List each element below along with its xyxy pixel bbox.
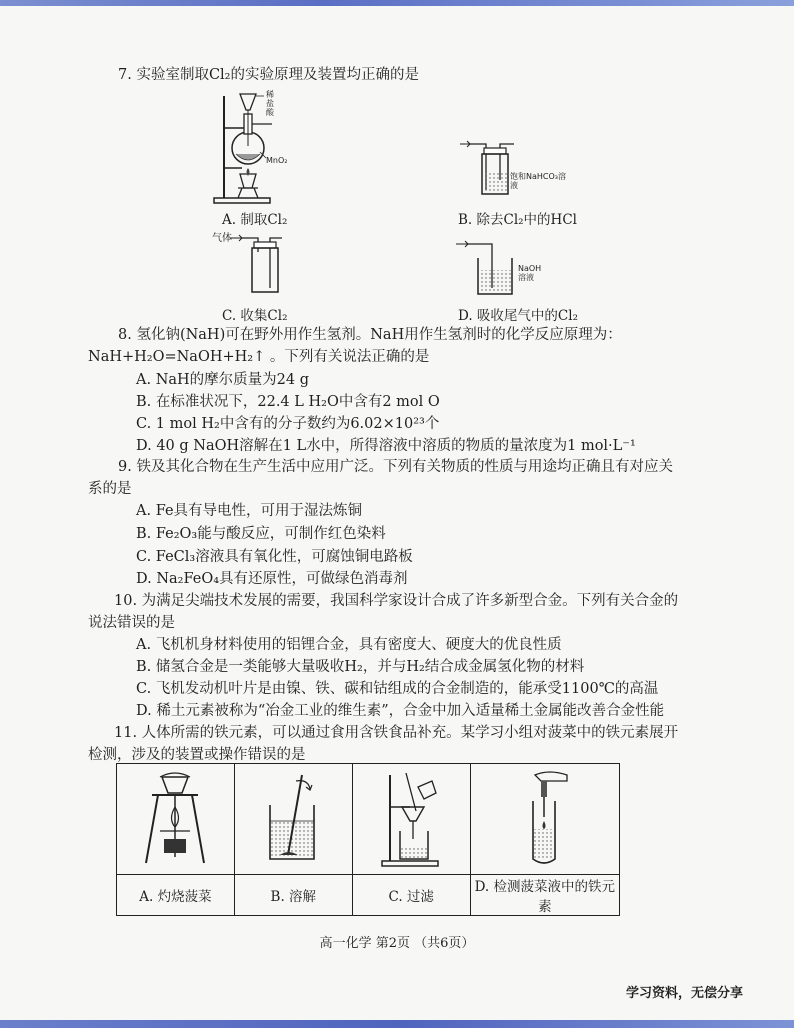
filtration-stand-icon	[376, 767, 446, 867]
q11-stem-line1: 11. 人体所需的铁元素，可以通过食用含铁食品补充。某学习小组对菠菜中的铁元素展开	[114, 725, 679, 741]
q10-option-c: C. 飞机发动机叶片是由镍、铁、碳和钴组成的合金制造的，能承受1100℃的高温	[136, 681, 659, 697]
q9-option-c: C. FeCl₃溶液具有氧化性，可腐蚀铜电路板	[136, 549, 413, 565]
q7-apparatus-d	[456, 240, 522, 298]
q9-stem-line1: 9. 铁及其化合物在生产生活中应用广泛。下列有关物质的性质与用途均正确且有对应关	[118, 459, 673, 475]
q10-stem-line2: 说法错误的是	[88, 615, 175, 631]
bottom-edge-bar	[0, 1020, 794, 1028]
q7-apparatus-c	[230, 232, 296, 296]
q10-stem-line1: 10. 为满足尖端技术发展的需要，我国科学家设计合成了许多新型合金。下列有关合金的	[114, 593, 679, 609]
beaker-stirring-icon	[258, 769, 328, 865]
q7-label-nahco3: 饱和NaHCO₃溶液	[510, 172, 566, 190]
tripod-burning-icon	[140, 767, 210, 867]
q7-stem: 7. 实验室制取Cl₂的实验原理及装置均正确的是	[118, 67, 419, 83]
q8-option-c: C. 1 mol H₂中含有的分子数约为6.02×10²³个	[136, 416, 440, 432]
q7-label-dilute-hcl: 稀盐酸	[266, 90, 274, 117]
q8-stem-line2: NaH+H₂O=NaOH+H₂↑ 。下列有关说法正确的是	[88, 349, 430, 365]
page-footer: 高一化学 第2页 （共6页）	[319, 936, 475, 951]
q11-stem-line2: 检测，涉及的装置或操作错误的是	[88, 747, 306, 763]
q10-option-b: B. 储氢合金是一类能够大量吸收H₂，并与H₂结合成金属氢化物的材料	[136, 659, 585, 675]
q9-option-b: B. Fe₂O₃能与酸反应，可制作红色染料	[136, 526, 386, 542]
share-note: 学习资料，无偿分享	[626, 986, 744, 1001]
q10-option-a: A. 飞机机身材料使用的铝锂合金，具有密度大、硬度大的优良性质	[136, 637, 562, 653]
q7-label-naoh: NaOH溶液	[518, 264, 542, 282]
q9-option-d: D. Na₂FeO₄具有还原性，可做绿色消毒剂	[136, 571, 408, 587]
q11-cell-b-image	[234, 764, 352, 875]
q11-cell-d-label: D. 检测菠菜液中的铁元素	[470, 875, 619, 916]
q11-cell-c-label: C. 过滤	[352, 875, 470, 916]
q11-cell-c-image	[352, 764, 470, 875]
q11-cell-a-image	[117, 764, 235, 875]
q7-option-a: A. 制取Cl₂	[222, 212, 288, 228]
q7-option-d: D. 吸收尾气中的Cl₂	[458, 308, 578, 324]
q11-cell-d-image	[470, 764, 619, 875]
q7-label-mno2: MnO₂	[266, 156, 288, 165]
q8-stem-line1: 8. 氢化钠(NaH)可在野外用作生氢剂。NaH用作生氢剂时的化学反应原理为：	[118, 327, 622, 343]
q9-stem-line2: 系的是	[88, 481, 132, 497]
dropper-testtube-icon	[505, 767, 585, 867]
q7-option-b: B. 除去Cl₂中的HCl	[458, 212, 577, 228]
q11-cell-b-label: B. 溶解	[234, 875, 352, 916]
q8-option-d: D. 40 g NaOH溶解在1 L水中，所得溶液中溶质的物质的量浓度为1 mol·L⁻¹	[136, 438, 636, 454]
q9-option-a: A. Fe具有导电性，可用于湿法炼铜	[136, 503, 363, 519]
q11-cell-a-label: A. 灼烧菠菜	[117, 875, 235, 916]
q10-option-d: D. 稀土元素被称为“冶金工业的维生素”，合金中加入适量稀土金属能改善合金性能	[136, 703, 665, 719]
q8-option-a: A. NaH的摩尔质量为24 g	[136, 372, 310, 388]
q11-apparatus-table	[116, 763, 620, 916]
q7-option-c: C. 收集Cl₂	[222, 308, 288, 324]
q8-option-b: B. 在标准状况下，22.4 L H₂O中含有2 mol O	[136, 394, 440, 410]
q7-label-gas: 气体	[212, 233, 232, 244]
